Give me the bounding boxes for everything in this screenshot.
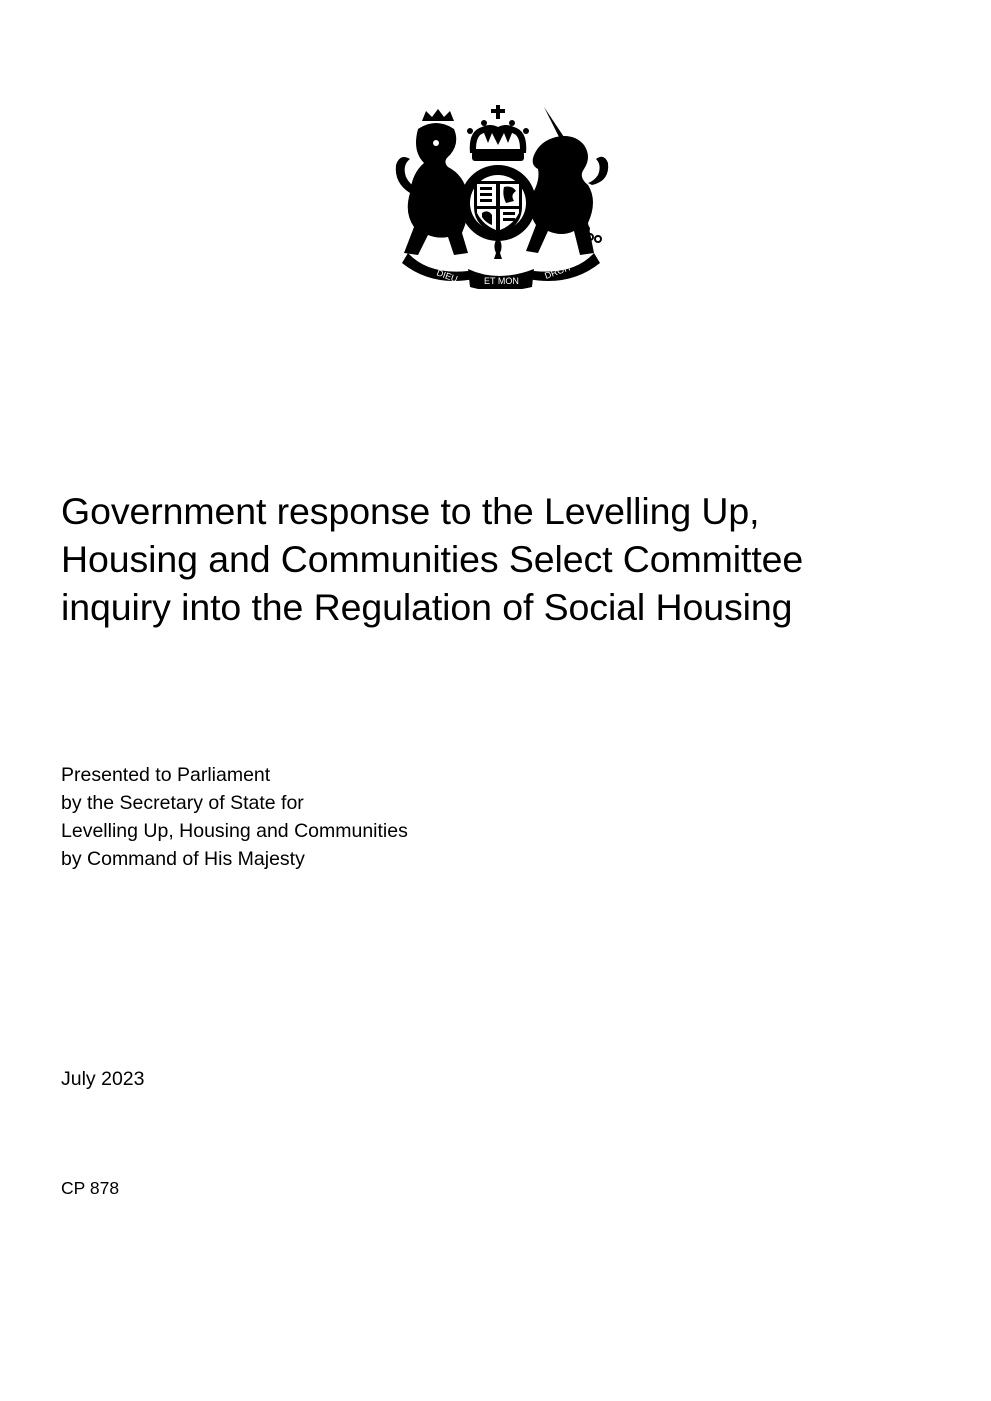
crown-icon (467, 105, 529, 161)
document-title (61, 487, 941, 631)
title-line: Housing and Communities Select Committee (61, 538, 804, 580)
unicorn-icon (526, 107, 608, 255)
presented-line: by Command of His Majesty (61, 848, 305, 870)
publication-date: July 2023 (61, 1068, 145, 1090)
svg-text:DROIT: DROIT (543, 261, 573, 281)
presentation-statement (61, 761, 408, 873)
svg-text:ET MON: ET MON (484, 276, 519, 286)
presented-line: Levelling Up, Housing and Communities (61, 820, 408, 842)
lion-icon (396, 109, 469, 255)
presented-line: by the Secretary of State for (61, 792, 304, 814)
presented-line: Presented to Parliament (61, 764, 271, 786)
royal-coat-of-arms-icon (388, 103, 614, 289)
title-line: inquiry into the Regulation of Social Housing (61, 586, 793, 628)
title-line: Government response to the Levelling Up, (61, 490, 760, 532)
svg-text:DIEU: DIEU (435, 267, 459, 285)
command-paper-number: CP 878 (61, 1178, 120, 1198)
